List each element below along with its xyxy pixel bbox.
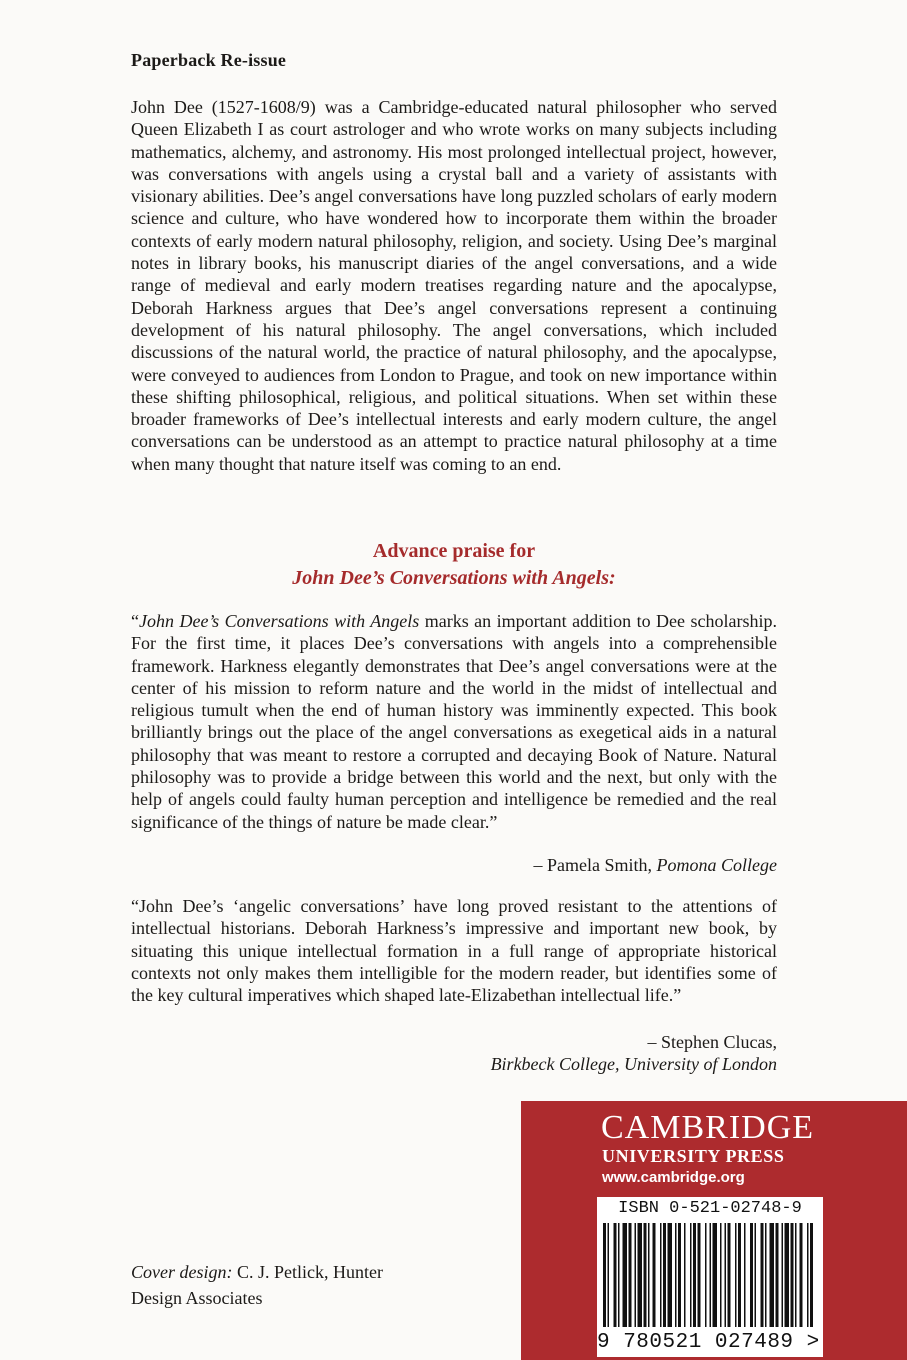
- barcode-bar: [765, 1223, 767, 1327]
- barcode-bar: [720, 1223, 722, 1327]
- praise-book-title: John Dee’s Conversations with Angels:: [292, 567, 616, 589]
- attribution-institution: Birkbeck College, University of London: [490, 1054, 777, 1074]
- barcode-bar: [807, 1223, 809, 1327]
- praise-heading: [131, 538, 777, 592]
- barcode-bar: [690, 1223, 692, 1327]
- attribution-clucas: [491, 1031, 777, 1075]
- credit-label: Cover design:: [131, 1262, 233, 1282]
- cover-design-credit: [131, 1259, 383, 1311]
- barcode-bar: [675, 1223, 677, 1327]
- barcode-bar: [795, 1223, 797, 1327]
- quote-open-mark: “: [131, 611, 139, 631]
- attribution-smith: [534, 854, 777, 876]
- barcode-bar: [603, 1223, 606, 1327]
- publisher-block: [521, 1101, 907, 1360]
- barcode-bar: [810, 1223, 813, 1327]
- ean-number: 9 780521 027489 >: [597, 1331, 820, 1354]
- publisher-url: www.cambridge.org: [602, 1169, 745, 1186]
- isbn-text: ISBN 0-521-02748-9: [618, 1199, 802, 1218]
- publisher-press: UNIVERSITY PRESS: [602, 1146, 785, 1166]
- barcode-bar: [648, 1223, 650, 1327]
- barcode-bar: [698, 1223, 701, 1327]
- barcode-bar: [653, 1223, 656, 1327]
- barcode-bar: [618, 1223, 620, 1327]
- barcode-bar: [608, 1223, 610, 1327]
- barcode-bar: [785, 1223, 790, 1327]
- barcode-bars: [597, 1223, 823, 1331]
- publisher-name: CAMBRIDGE: [601, 1109, 815, 1146]
- barcode-bar: [782, 1223, 784, 1327]
- attribution-author: – Pamela Smith,: [533, 855, 657, 875]
- attribution-institution: Pomona College: [656, 855, 777, 875]
- barcode-bar: [800, 1223, 803, 1327]
- barcode-bar: [614, 1223, 617, 1327]
- barcode-bar: [728, 1223, 731, 1327]
- barcode-bar: [710, 1223, 712, 1327]
- barcode-bar: [755, 1223, 757, 1327]
- barcode-bar: [638, 1223, 643, 1327]
- credit-name: C. J. Petlick, Hunter: [232, 1262, 383, 1282]
- praise-quote-smith: [131, 610, 777, 833]
- barcode-bar: [735, 1223, 737, 1327]
- barcode-bar: [761, 1223, 764, 1327]
- barcode-bar: [770, 1223, 775, 1327]
- barcode-bar: [791, 1223, 794, 1327]
- quote-body: marks an important addition to Dee scholarship. For the first time, it places Dee’s conversations with angels into a comprehensible framework. Harkness elegantly demonstrates that Dee’s angel conversations were at the center of his mission to reform nature and the world in the midst of intellectual and religious tumult when the end of human history was imminently expected. This book brilliantly brings out the place of the angel conversations as exegetical aids in a natural philosophy that was meant to restore a corrupted and decaying Book of Nature. Natural philosophy was to provide a bridge between this world and the next, but only with the help of angels could faulty human perception and intelligence be remedied and the real significance of the things of nature be made clear.”: [131, 611, 777, 832]
- praise-heading-line: Advance praise for: [372, 540, 536, 562]
- barcode-bar: [660, 1223, 662, 1327]
- barcode-bar: [663, 1223, 666, 1327]
- barcode-bar: [623, 1223, 628, 1327]
- barcode-bar: [744, 1223, 746, 1327]
- barcode-bar: [776, 1223, 779, 1327]
- barcode-bar: [725, 1223, 727, 1327]
- barcode-bar: [693, 1223, 696, 1327]
- praise-quote-clucas: “John Dee’s ‘angelic conversations’ have long proved resistant to the attentions of intellectual historians. Deborah Harkness’s impressive and important new book, by situating this unique intellectual formation in a full range of appropriate historical contexts not only makes them intelligible for the modern reader, but identifies some of the key cultural imperatives which shaped late-Elizabethan intellectual life.”: [131, 896, 777, 1006]
- barcode-bar: [738, 1223, 741, 1327]
- barcode-bar: [705, 1223, 707, 1327]
- barcode-bar: [629, 1223, 632, 1327]
- barcode-bar: [668, 1223, 673, 1327]
- barcode-bar: [713, 1223, 718, 1327]
- book-description: John Dee (1527-1608/9) was a Cambridge-educated natural philosopher who served Queen Elizabeth I as court astrologer and who wrote works on many subjects including mathematics, alchemy, and astronomy. His most prolonged intellectual project, however, was conversations with angels using a crystal ball and a variety of assistants with visionary abilities. Dee’s angel conversations have long puzzled scholars of early modern science and culture, who have wondered how to incorporate them within the broader contexts of early modern natural philosophy, religion, and society. Using Dee’s marginal notes in library books, his manuscript diaries of the angel conversations, and a wide range of medieval and early modern treatises regarding nature and the apocalypse, Deborah Harkness argues that Dee’s angel conversations represent a continuing development of his natural philosophy. The angel conversations, which included discussions of the natural world, the practice of natural philosophy, and the apocalypse, were conveyed to audiences from London to Prague, and took on new importance within these shifting philosophical, religious, and political situations. When set within these broader frameworks of Dee’s intellectual interests and early modern culture, the angel conversations can be understood as an attempt to practice natural philosophy at a time when many thought that nature itself was coming to an end.: [131, 97, 777, 474]
- attribution-author: – Stephen Clucas,: [647, 1032, 777, 1052]
- barcode-bar: [678, 1223, 681, 1327]
- barcode-bar: [684, 1223, 686, 1327]
- quote-book-title: John Dee’s Conversations with Angels: [139, 611, 420, 631]
- barcode-bar: [635, 1223, 637, 1327]
- barcode-bar: [750, 1223, 753, 1327]
- barcode-bar: [644, 1223, 647, 1327]
- barcode-panel: [597, 1197, 823, 1357]
- credit-company: Design Associates: [131, 1288, 263, 1308]
- reissue-label: Paperback Re-issue: [131, 50, 287, 70]
